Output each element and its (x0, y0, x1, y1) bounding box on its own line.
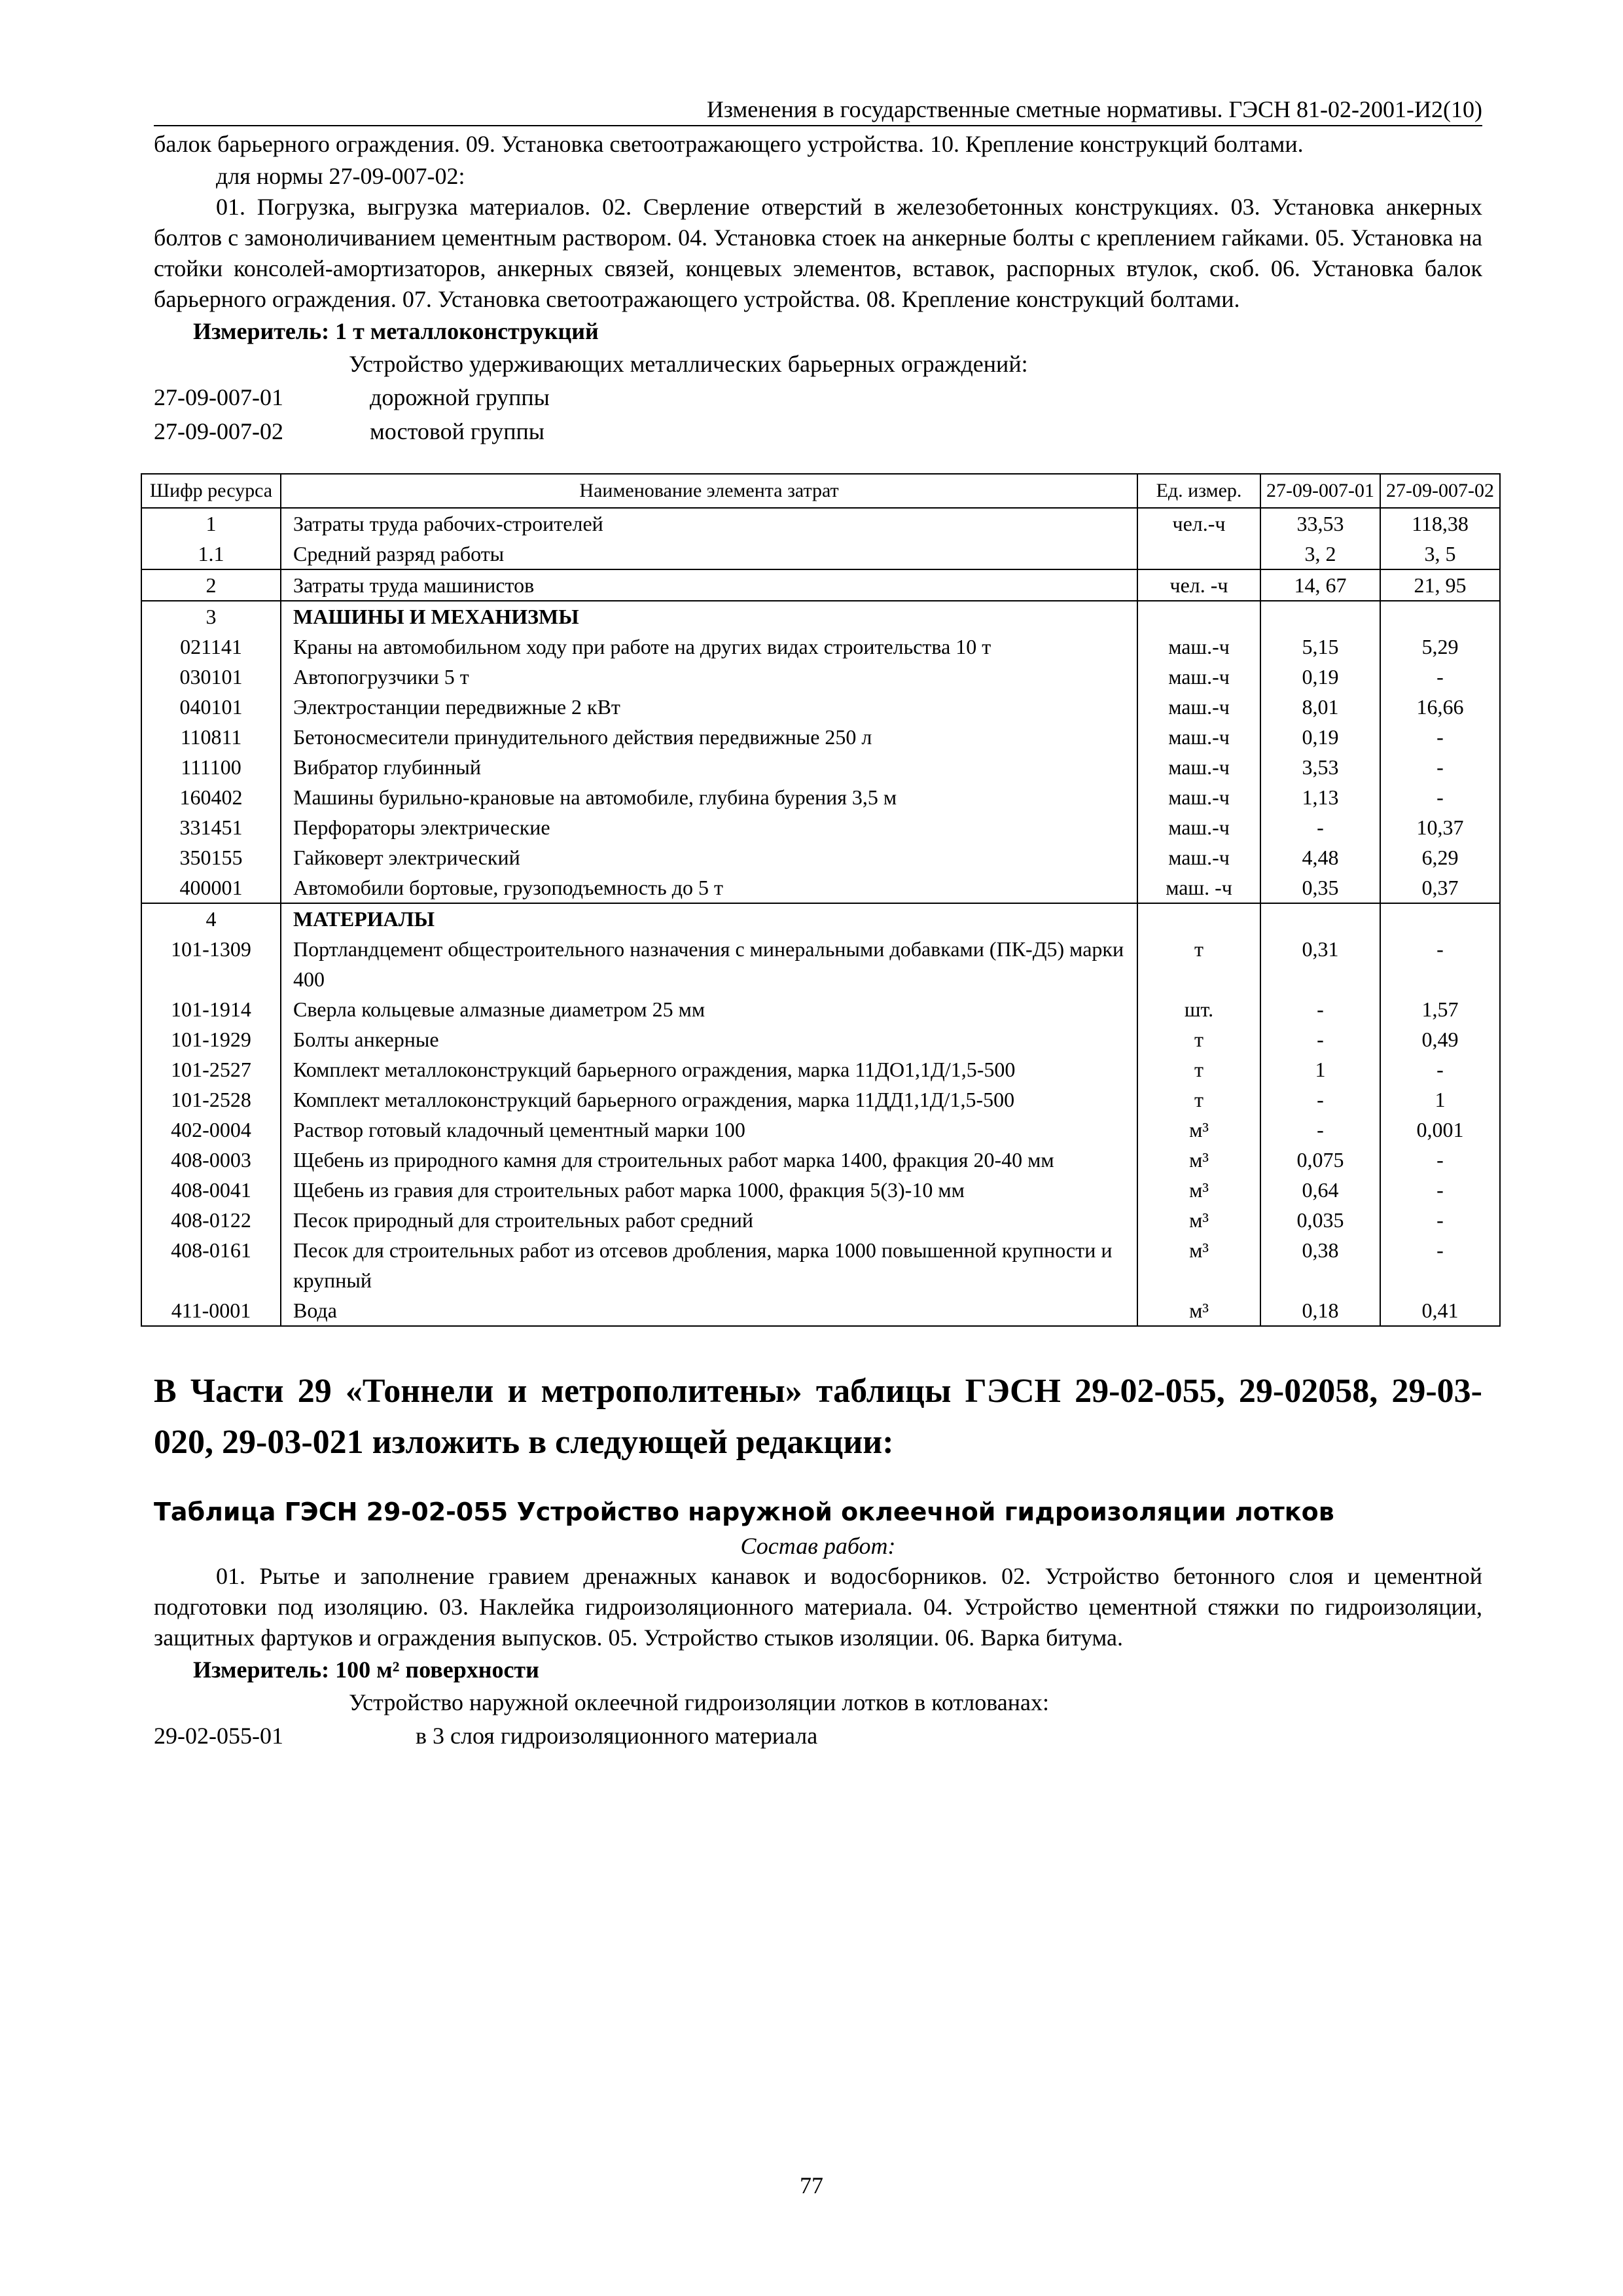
table-body (141, 508, 1500, 1326)
meter-label: Измеритель: 1 т металлоконструкций (193, 318, 599, 344)
table-row (141, 692, 1500, 722)
norm-b-value: 21, 95 (1380, 569, 1500, 601)
empty-cell (1380, 601, 1500, 632)
resource-name: Автопогрузчики 5 т (281, 662, 1137, 692)
resource-code: 411-0001 (141, 1295, 281, 1326)
empty-cell (1260, 601, 1380, 632)
norm-a-value: - (1260, 994, 1380, 1024)
norm-name: в 3 слоя гидроизоляционного материала (416, 1723, 818, 1749)
norm-b-value: - (1380, 934, 1500, 994)
resource-unit: маш.-ч (1137, 662, 1260, 692)
norm-a-value: 0,19 (1260, 722, 1380, 752)
norm-b-value: 1,57 (1380, 994, 1500, 1024)
norm-name: дорожной группы (370, 384, 550, 410)
resource-name: Затраты труда рабочих-строителей (281, 508, 1137, 539)
group-title: МАТЕРИАЛЫ (281, 903, 1137, 934)
resource-code: 101-2528 (141, 1085, 281, 1115)
resource-name: Песок для строительных работ из отсевов дробления, марка 1000 повышенной крупности и крупный (281, 1235, 1137, 1295)
resource-unit: м³ (1137, 1175, 1260, 1205)
norm-a-value: 33,53 (1260, 508, 1380, 539)
resource-unit: чел. -ч (1137, 569, 1260, 601)
empty-cell (1380, 903, 1500, 934)
resource-name: Гайковерт электрический (281, 842, 1137, 872)
header-code: Шифр ресурса (141, 474, 281, 508)
empty-cell (1137, 601, 1260, 632)
resource-unit: т (1137, 1054, 1260, 1085)
resource-unit: шт. (1137, 994, 1260, 1024)
resource-unit: т (1137, 934, 1260, 994)
norm-row (154, 1719, 1482, 1753)
resource-name: Комплект металлоконструкций барьерного ограждения, марка 11ДО1,1Д/1,5-500 (281, 1054, 1137, 1085)
table-row (141, 662, 1500, 692)
norm-a-value: 0,18 (1260, 1295, 1380, 1326)
resource-name: Электростанции передвижные 2 кВт (281, 692, 1137, 722)
resource-unit: чел.-ч (1137, 508, 1260, 539)
document-page (149, 95, 1494, 1753)
table-row (141, 1054, 1500, 1085)
norm-group-title: Устройство наружной оклеечной гидроизоляции лотков в котлованах: (349, 1689, 1049, 1715)
resource-unit: м³ (1137, 1205, 1260, 1235)
resource-code: 101-2527 (141, 1054, 281, 1085)
table-row (141, 1235, 1500, 1295)
norm-a-value: 1,13 (1260, 782, 1380, 812)
resource-unit: маш.-ч (1137, 842, 1260, 872)
resource-unit: маш.-ч (1137, 782, 1260, 812)
resource-code: 111100 (141, 752, 281, 782)
norm-row (154, 380, 1482, 414)
norm-b-value: 1 (1380, 1085, 1500, 1115)
resource-name: Щебень из природного камня для строительных работ марка 1400, фракция 20-40 мм (281, 1145, 1137, 1175)
norm-a-value: 5,15 (1260, 632, 1380, 662)
resource-name: Средний разряд работы (281, 539, 1137, 569)
resource-unit: т (1137, 1085, 1260, 1115)
meter-label: Измеритель: 100 м² поверхности (193, 1657, 539, 1683)
section-heading: В Части 29 «Тоннели и метрополитены» таблицы ГЭСН 29-02-055, 29-02058, 29-03-020, 29-03-021 изложить в следующей редакции: (154, 1372, 1482, 1461)
norm-label: для нормы 27-09-007-02: (216, 163, 465, 189)
resource-table (141, 473, 1501, 1327)
table-row (141, 1115, 1500, 1145)
resource-name: Раствор готовый кладочный цементный марки 100 (281, 1115, 1137, 1145)
resource-code: 101-1309 (141, 934, 281, 994)
resource-code: 160402 (141, 782, 281, 812)
norm-b-value: 0,49 (1380, 1024, 1500, 1054)
resource-name: Песок природный для строительных работ средний (281, 1205, 1137, 1235)
table-row (141, 1205, 1500, 1235)
norm-a-value: 0,35 (1260, 872, 1380, 903)
resource-code: 1.1 (141, 539, 281, 569)
norm-a-value: 1 (1260, 1054, 1380, 1085)
table-row (141, 1175, 1500, 1205)
norm-b-value: 10,37 (1380, 812, 1500, 842)
table-row (141, 1295, 1500, 1326)
table-row (141, 508, 1500, 539)
norm-code: 29-02-055-01 (154, 1723, 283, 1749)
resource-name: Затраты труда машинистов (281, 569, 1137, 601)
intro-paragraph: балок барьерного ограждения. 09. Установка светоотражающего устройства. 10. Крепление конструкций болтами. (154, 131, 1304, 157)
table-row (141, 812, 1500, 842)
group-number: 4 (141, 903, 281, 934)
resource-unit: маш.-ч (1137, 812, 1260, 842)
resource-code: 101-1914 (141, 994, 281, 1024)
norm-code: 27-09-007-02 (154, 418, 283, 444)
resource-name: Автомобили бортовые, грузоподъемность до 5 т (281, 872, 1137, 903)
resource-code: 408-0041 (141, 1175, 281, 1205)
resource-name: Вода (281, 1295, 1137, 1326)
table-row (141, 632, 1500, 662)
resource-code: 2 (141, 569, 281, 601)
resource-unit (1137, 539, 1260, 569)
norm-a-value: - (1260, 1115, 1380, 1145)
norm-b-value: 0,41 (1380, 1295, 1500, 1326)
work-composition-paragraph: 01. Погрузка, выгрузка материалов. 02. Сверление отверстий в железобетонных конструкциях. 03. Установка анкерных болтов с замоноличиванием цементным раствором. 04. Установка стоек на анкерные болты с креплением гайками. 05. Установка на стойки консолей-амортизаторов, анкерных связей, концевых элементов, вставок, распорных втулок, скоб. 06. Установка балок барьерного ограждения. 07. Установка светоотражающего устройства. 08. Крепление конструкций болтами. (154, 194, 1482, 312)
norm-a-value: 0,035 (1260, 1205, 1380, 1235)
norm-b-value: - (1380, 722, 1500, 752)
norm-b-value: - (1380, 1145, 1500, 1175)
norm-b-value: 16,66 (1380, 692, 1500, 722)
norm-b-value: 6,29 (1380, 842, 1500, 872)
empty-cell (1137, 903, 1260, 934)
table-row (141, 539, 1500, 569)
table-row (141, 1145, 1500, 1175)
header-norm-b: 27-09-007-02 (1380, 474, 1500, 508)
section-title-row (141, 601, 1500, 632)
table-row (141, 782, 1500, 812)
resource-unit: м³ (1137, 1295, 1260, 1326)
norm-b-value: - (1380, 1205, 1500, 1235)
norm-name: мостовой группы (370, 418, 544, 444)
resource-name: Перфораторы электрические (281, 812, 1137, 842)
resource-code: 350155 (141, 842, 281, 872)
norm-a-value: 14, 67 (1260, 569, 1380, 601)
resource-code: 040101 (141, 692, 281, 722)
norm-b-value: - (1380, 1235, 1500, 1295)
group-number: 3 (141, 601, 281, 632)
header-norm-a: 27-09-007-01 (1260, 474, 1380, 508)
norm-a-value: 0,19 (1260, 662, 1380, 692)
resource-unit: т (1137, 1024, 1260, 1054)
header-name: Наименование элемента затрат (281, 474, 1137, 508)
resource-code: 408-0122 (141, 1205, 281, 1235)
resource-unit: маш. -ч (1137, 872, 1260, 903)
norm-row (154, 414, 1482, 448)
resource-name: Бетоносмесители принудительного действия передвижные 250 л (281, 722, 1137, 752)
resource-code: 408-0161 (141, 1235, 281, 1295)
table-row (141, 934, 1500, 994)
resource-unit: м³ (1137, 1115, 1260, 1145)
resource-code: 402-0004 (141, 1115, 281, 1145)
norm-a-value: - (1260, 812, 1380, 842)
norm-a-value: 3, 2 (1260, 539, 1380, 569)
resource-code: 110811 (141, 722, 281, 752)
composition-paragraph: 01. Рытье и заполнение гравием дренажных канавок и водосборников. 02. Устройство бетонного слоя и цементной подготовки под изоляцию. 03. Наклейка гидроизоляционного материала. 04. Устройство цементной стяжки по гидроизоляции, защитных фартуков и ограждения выпусков. 05. Устройство стыков изоляции. 06. Варка битума. (154, 1563, 1482, 1651)
section-title-row (141, 903, 1500, 934)
table-row (141, 994, 1500, 1024)
resource-unit: м³ (1137, 1235, 1260, 1295)
resource-unit: маш.-ч (1137, 692, 1260, 722)
resource-code: 101-1929 (141, 1024, 281, 1054)
norm-a-value: 3,53 (1260, 752, 1380, 782)
norm-b-value: - (1380, 752, 1500, 782)
resource-name: Сверла кольцевые алмазные диаметром 25 мм (281, 994, 1137, 1024)
resource-code: 408-0003 (141, 1145, 281, 1175)
resource-unit: м³ (1137, 1145, 1260, 1175)
norm-b-value: 5,29 (1380, 632, 1500, 662)
table-row (141, 1085, 1500, 1115)
resource-unit: маш.-ч (1137, 752, 1260, 782)
norm-b-value: - (1380, 1175, 1500, 1205)
table-row (141, 842, 1500, 872)
table-row (141, 1024, 1500, 1054)
norm-b-value: 0,37 (1380, 872, 1500, 903)
resource-name: Вибратор глубинный (281, 752, 1137, 782)
norm-b-value: - (1380, 782, 1500, 812)
header-unit: Ед. измер. (1137, 474, 1260, 508)
resource-name: Краны на автомобильном ходу при работе на других видах строительства 10 т (281, 632, 1137, 662)
norm-b-value: 3, 5 (1380, 539, 1500, 569)
resource-unit: маш.-ч (1137, 722, 1260, 752)
norm-a-value: 4,48 (1260, 842, 1380, 872)
norm-b-value: - (1380, 662, 1500, 692)
norm-a-value: 0,31 (1260, 934, 1380, 994)
norm-b-value: 0,001 (1380, 1115, 1500, 1145)
norm-a-value: 8,01 (1260, 692, 1380, 722)
group-title: МАШИНЫ И МЕХАНИЗМЫ (281, 601, 1137, 632)
norm-b-value: 118,38 (1380, 508, 1500, 539)
resource-code: 1 (141, 508, 281, 539)
running-header: Изменения в государственные сметные нормативы. ГЭСН 81-02-2001-И2(10) (154, 95, 1482, 126)
table-row (141, 752, 1500, 782)
resource-name: Портландцемент общестроительного назначения с минеральными добавками (ПК-Д5) марки 400 (281, 934, 1137, 994)
norm-a-value: 0,64 (1260, 1175, 1380, 1205)
empty-cell (1260, 903, 1380, 934)
resource-code: 331451 (141, 812, 281, 842)
resource-unit: маш.-ч (1137, 632, 1260, 662)
norm-group-title: Устройство удерживающих металлических барьерных ограждений: (349, 351, 1028, 377)
norm-a-value: - (1260, 1085, 1380, 1115)
norm-code: 27-09-007-01 (154, 384, 283, 410)
resource-name: Машины бурильно-крановые на автомобиле, глубина бурения 3,5 м (281, 782, 1137, 812)
table-header-row (141, 474, 1500, 508)
table-heading: Таблица ГЭСН 29-02-055 Устройство наружной оклеечной гидроизоляции лотков (154, 1498, 1334, 1526)
norm-a-value: 0,38 (1260, 1235, 1380, 1295)
resource-code: 030101 (141, 662, 281, 692)
norm-b-value: - (1380, 1054, 1500, 1085)
table-row (141, 872, 1500, 903)
norm-a-value: - (1260, 1024, 1380, 1054)
resource-name: Болты анкерные (281, 1024, 1137, 1054)
table-row (141, 722, 1500, 752)
table-row (141, 569, 1500, 601)
norm-a-value: 0,075 (1260, 1145, 1380, 1175)
resource-code: 400001 (141, 872, 281, 903)
resource-code: 021141 (141, 632, 281, 662)
page-number: 77 (800, 2172, 823, 2198)
resource-name: Щебень из гравия для строительных работ марка 1000, фракция 5(3)-10 мм (281, 1175, 1137, 1205)
resource-name: Комплект металлоконструкций барьерного ограждения, марка 11ДД1,1Д/1,5-500 (281, 1085, 1137, 1115)
composition-title: Состав работ: (740, 1533, 896, 1559)
